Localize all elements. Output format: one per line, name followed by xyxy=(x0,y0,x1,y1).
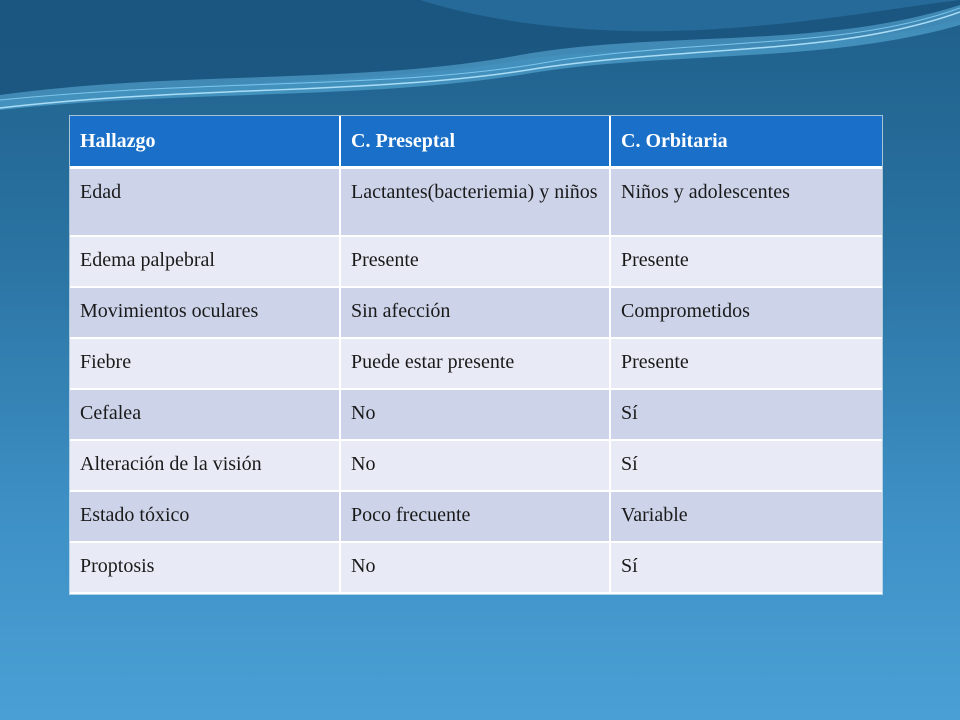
cell-preseptal: Sin afección xyxy=(340,287,610,338)
table-row xyxy=(70,542,882,593)
header-hallazgo: Hallazgo xyxy=(70,116,340,168)
cell-preseptal: No xyxy=(340,389,610,440)
table-row xyxy=(70,168,882,237)
cell-finding: Estado tóxico xyxy=(70,491,340,542)
table-row xyxy=(70,389,882,440)
cell-orbitaria: Variable xyxy=(610,491,882,542)
cell-preseptal: No xyxy=(340,440,610,491)
cell-finding: Cefalea xyxy=(70,389,340,440)
cell-finding: Movimientos oculares xyxy=(70,287,340,338)
comparison-table xyxy=(70,116,882,594)
cell-preseptal: Puede estar presente xyxy=(340,338,610,389)
cell-finding: Alteración de la visión xyxy=(70,440,340,491)
cell-orbitaria: Sí xyxy=(610,440,882,491)
header-orbitaria: C. Orbitaria xyxy=(610,116,882,168)
cell-orbitaria: Niños y adolescentes xyxy=(610,168,882,237)
table-row xyxy=(70,236,882,287)
cell-finding: Edema palpebral xyxy=(70,236,340,287)
cell-preseptal: Presente xyxy=(340,236,610,287)
cell-preseptal: No xyxy=(340,542,610,593)
cell-orbitaria: Presente xyxy=(610,338,882,389)
table-row xyxy=(70,287,882,338)
table-header-row xyxy=(70,116,882,168)
cell-orbitaria: Sí xyxy=(610,389,882,440)
cell-finding: Fiebre xyxy=(70,338,340,389)
cell-preseptal: Poco frecuente xyxy=(340,491,610,542)
table-row xyxy=(70,491,882,542)
cell-preseptal: Lactantes(bacteriemia) y niños xyxy=(340,168,610,237)
cell-finding: Edad xyxy=(70,168,340,237)
table-row xyxy=(70,440,882,491)
table-row xyxy=(70,338,882,389)
cell-orbitaria: Sí xyxy=(610,542,882,593)
cell-orbitaria: Comprometidos xyxy=(610,287,882,338)
header-preseptal: C. Preseptal xyxy=(340,116,610,168)
cell-orbitaria: Presente xyxy=(610,236,882,287)
decorative-wave xyxy=(0,0,960,130)
cell-finding: Proptosis xyxy=(70,542,340,593)
